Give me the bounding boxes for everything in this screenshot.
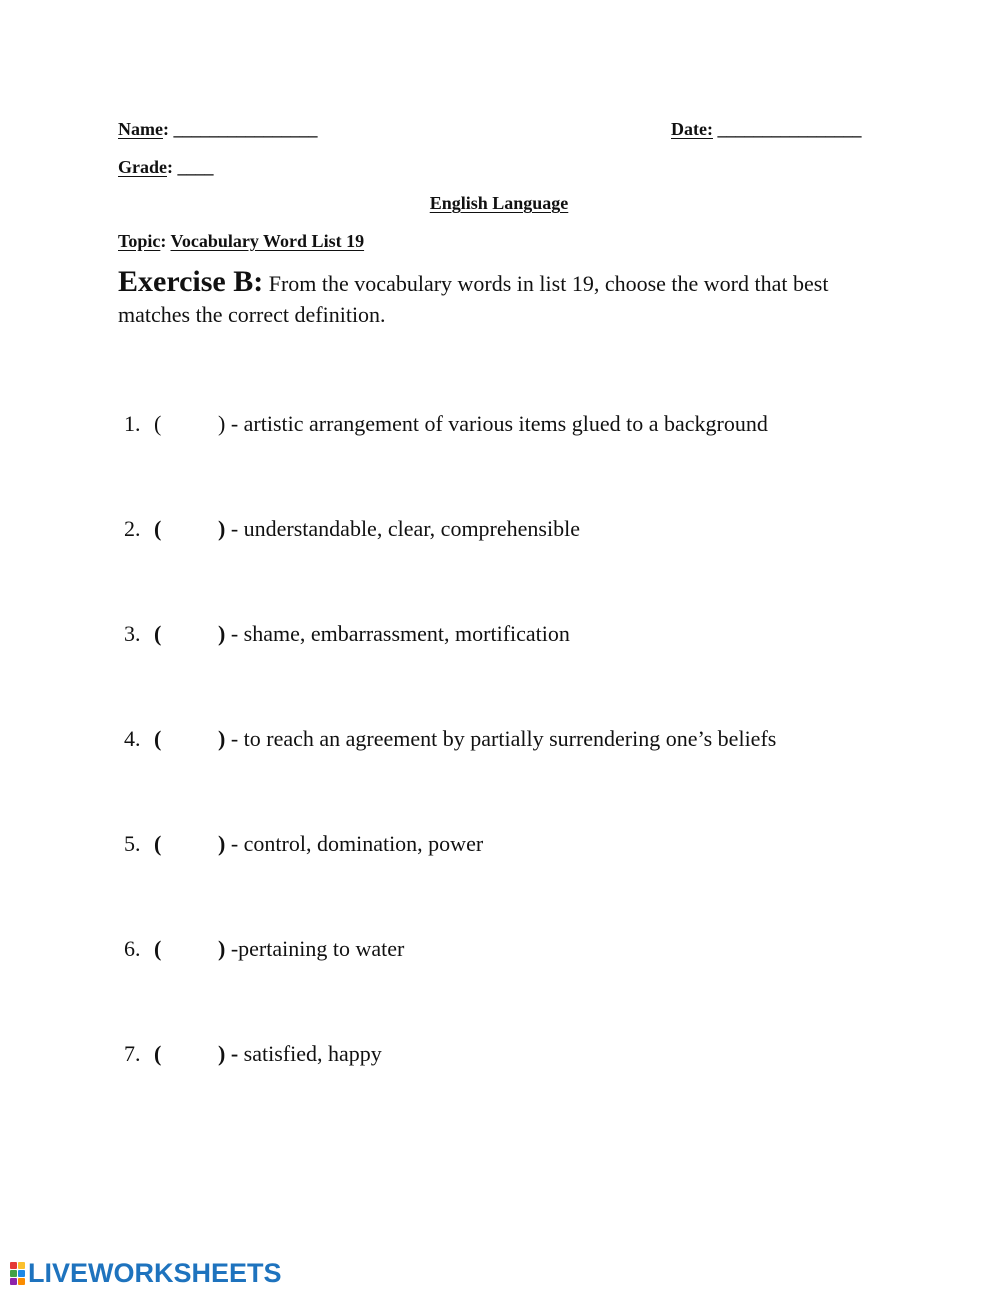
- date-blank[interactable]: ________________: [712, 119, 862, 139]
- answer-blank-close: ): [218, 411, 226, 436]
- question-definition: -pertaining to water: [225, 936, 405, 961]
- grade-field: [118, 156, 214, 178]
- answer-blank-close: ): [218, 936, 226, 961]
- answer-blank-open[interactable]: (: [154, 726, 162, 751]
- answer-blank-close: ) -: [218, 1041, 239, 1066]
- question-item: [124, 1041, 382, 1067]
- answer-blank-open[interactable]: (: [154, 936, 162, 961]
- logo-tile: [10, 1278, 17, 1285]
- answer-blank-open[interactable]: (: [154, 621, 162, 646]
- logo-tile: [18, 1262, 25, 1269]
- subject-title: English Language: [429, 193, 569, 213]
- question-number: 1.: [124, 411, 141, 436]
- answer-blank-close: ): [218, 726, 226, 751]
- logo-tile: [18, 1278, 25, 1285]
- question-definition: - artistic arrangement of various items glued to a background: [225, 411, 768, 436]
- question-item: [124, 726, 776, 752]
- question-definition: - understandable, clear, comprehensible: [225, 516, 580, 541]
- topic-line: [118, 230, 364, 252]
- grade-blank[interactable]: : ____: [167, 157, 214, 177]
- logo-tile: [18, 1270, 25, 1277]
- exercise-text: From the vocabulary words in list 19, choose the word that best matches the correct definition.: [118, 271, 829, 327]
- answer-blank-open[interactable]: (: [154, 516, 162, 541]
- question-number: 7.: [124, 1041, 141, 1066]
- question-definition: - control, domination, power: [225, 831, 484, 856]
- logo-tile: [10, 1262, 17, 1269]
- topic-separator: :: [160, 231, 171, 251]
- question-number: 2.: [124, 516, 141, 541]
- date-label: Date:: [671, 119, 713, 139]
- question-definition: satisfied, happy: [238, 1041, 382, 1066]
- question-number: 3.: [124, 621, 141, 646]
- question-item: [124, 936, 404, 962]
- answer-blank-open[interactable]: (: [154, 1041, 162, 1066]
- logo-tiles-icon: [10, 1262, 25, 1285]
- exercise-title: Exercise B:: [118, 265, 264, 298]
- topic-value: Vocabulary Word List 19: [170, 231, 365, 251]
- exercise-instructions: [118, 266, 878, 330]
- question-definition: - shame, embarrassment, mortification: [225, 621, 570, 646]
- question-number: 6.: [124, 936, 141, 961]
- question-item: [124, 516, 580, 542]
- name-blank[interactable]: : ________________: [162, 119, 318, 139]
- grade-label: Grade: [118, 157, 167, 177]
- name-field: [118, 118, 317, 140]
- date-field: [671, 118, 861, 140]
- question-item: [124, 621, 570, 647]
- answer-blank-close: ): [218, 516, 226, 541]
- answer-blank-close: ): [218, 831, 226, 856]
- question-number: 5.: [124, 831, 141, 856]
- topic-label: Topic: [118, 231, 161, 251]
- question-definition: - to reach an agreement by partially surrendering one’s beliefs: [225, 726, 777, 751]
- logo-tile: [10, 1270, 17, 1277]
- liveworksheets-logo[interactable]: [10, 1258, 282, 1288]
- answer-blank-open[interactable]: (: [154, 831, 162, 856]
- answer-blank-close: ): [218, 621, 226, 646]
- logo-text: LIVEWORKSHEETS: [28, 1258, 282, 1288]
- question-item: [124, 831, 483, 857]
- question-number: 4.: [124, 726, 141, 751]
- answer-blank-open[interactable]: (: [154, 411, 162, 436]
- question-item: [124, 411, 768, 437]
- name-label: Name: [118, 119, 163, 139]
